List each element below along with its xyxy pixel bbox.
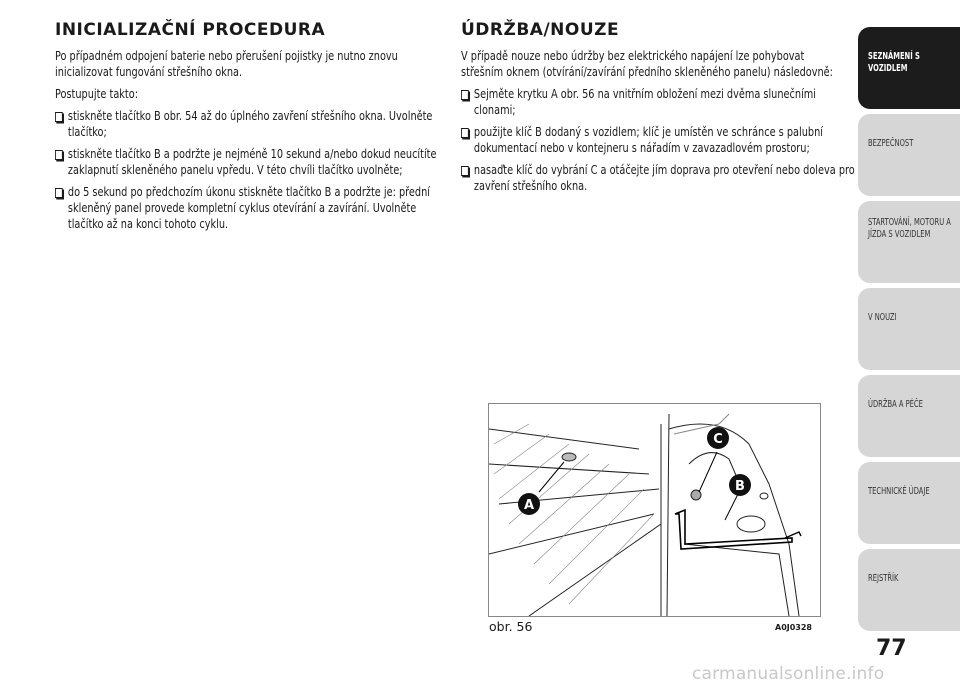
checkbox-bullet-icon [55, 112, 63, 122]
checkbox-bullet-icon [461, 90, 469, 100]
list-item: Sejměte krytku A obr. 56 na vnitřním obložení mezi dvěma slunečními clonami; [461, 86, 858, 118]
tab-starting-driving[interactable]: STARTOVÁNÍ, MOTORU A JÍZDA S VOZIDLEM [858, 201, 960, 283]
list-item: použijte klíč B dodaný s vozidlem; klíč je umístěn ve schránce s palubní dokumentací nebo v kontejneru s nářadím v zavazadlovém prostoru; [461, 124, 858, 156]
steps-list [55, 108, 440, 232]
list-item: stiskněte tlačítko B a podržte je nejméně 10 sekund a/nebo dokud neucítíte zaklapnutí skleněného panelu vpředu. V této chvíli tlačítko uvolněte; [55, 146, 452, 178]
intro-paragraph: V případě nouze nebo údržby bez elektrického napájení lze pohybovat střešním oknem (otvírání/zavírání předního skleněného panelu) následovně: [461, 48, 833, 79]
sunroof-illustration [488, 403, 821, 617]
label-c-marker [707, 427, 729, 449]
left-column [55, 20, 440, 238]
checkbox-bullet-icon [55, 188, 63, 198]
tab-index[interactable]: REJSTŘÍK [858, 549, 960, 631]
label-b-marker [729, 474, 751, 496]
figure-code: A0J0328 [775, 623, 812, 632]
section-title-emergency: ÚDRŽBA/NOUZE [461, 20, 620, 40]
checkbox-bullet-icon [55, 150, 63, 160]
figure-caption: obr. 56 [489, 619, 533, 634]
checkbox-bullet-icon [461, 166, 469, 176]
tab-technical-data[interactable]: TECHNICKÉ ÚDAJE [858, 462, 960, 544]
tab-introduction[interactable]: SEZNÁMENÍ S VOZIDLEM [858, 27, 960, 109]
steps-list [461, 86, 855, 194]
section-title-initialization: INICIALIZAČNÍ PROCEDURA [55, 20, 326, 40]
label-a: A [523, 498, 535, 513]
list-item: nasaďte klíč do vybrání C a otáčejte jím doprava pro otevření nebo doleva pro zavření střešního okna. [461, 162, 858, 194]
page-number: 77 [876, 636, 907, 661]
right-column [461, 20, 855, 200]
lead-paragraph: Postupujte takto: [55, 86, 139, 101]
label-a-marker [518, 493, 540, 515]
sunroof-drawing [489, 404, 820, 616]
label-b: B [735, 479, 745, 494]
intro-paragraph: Po případném odpojení baterie nebo přerušení pojistky je nutno znovu inicializovat fungování střešního okna. [55, 48, 398, 79]
tab-maintenance[interactable]: ÚDRŽBA A PÉČE [858, 375, 960, 457]
label-c: C [713, 432, 723, 447]
tab-emergency[interactable]: V NOUZI [858, 288, 960, 370]
checkbox-bullet-icon [461, 128, 469, 138]
tab-safety[interactable]: BEZPEČNOST [858, 114, 960, 196]
list-item: do 5 sekund po předchozím úkonu stiskněte tlačítko B a podržte je: přední skleněný panel provede kompletní cyklus otevírání a zavírání. Uvolněte tlačítko až na konci tohoto cyklu. [55, 184, 452, 232]
list-item: stiskněte tlačítko B obr. 54 až do úplného zavření střešního okna. Uvolněte tlačítko; [55, 108, 452, 140]
watermark-text: carmanualsonline.info [692, 664, 885, 684]
